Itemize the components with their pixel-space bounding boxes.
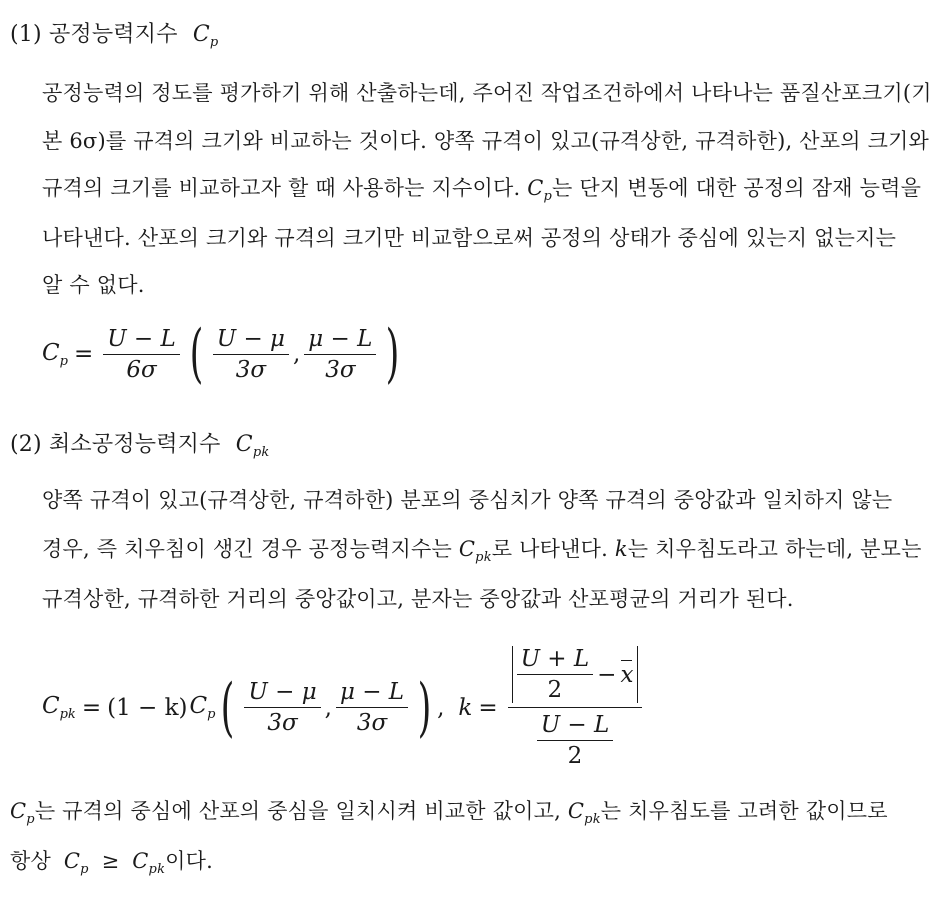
equals-sign: = xyxy=(73,341,94,367)
section1-line-4: 나타낸다. 산포의 크기와 규격의 크기만 비교함으로써 공정의 상태가 중심에 있는지 없는지는 xyxy=(42,226,897,250)
section1-line-3 xyxy=(42,173,921,212)
k-denominator xyxy=(533,708,618,769)
halfwidth-fraction: $\frac{U - L}{2}$ xyxy=(537,712,614,769)
fraction-lower: $\frac{\mu - L}{3\sigma}$ xyxy=(304,326,376,383)
one-minus-k: (1 − k) xyxy=(107,694,188,721)
closing-line-2: 항상 $C_p \ge C_{pk}$이다. xyxy=(10,849,214,877)
cp-inline-symbol: $C_p$ xyxy=(527,176,553,204)
section1-line-5: 알 수 없다. xyxy=(42,273,145,297)
k-numerator xyxy=(508,646,643,708)
comma: , xyxy=(292,341,301,367)
cp-factor: $C_p$ xyxy=(189,693,216,722)
midpoint-fraction: $\frac{U + L}{2}$ xyxy=(517,646,594,703)
equals-sign: = xyxy=(81,694,102,721)
absolute-value: $\frac{U + L}{2}$ − x xyxy=(512,646,639,703)
cpk-formula-lhs: $C_{pk}$ xyxy=(42,693,76,722)
cpk-inline-symbol: $C_{pk}$ xyxy=(458,537,492,565)
comma: , xyxy=(324,694,332,721)
cp-symbol: $C_p$ xyxy=(192,22,219,50)
section2-line-2: 경우, 즉 치우침이 생긴 경우 공정능력지수는 $C_{pk}$로 나타낸다. k는 치우침도라고 하는데, 분모는 xyxy=(42,537,922,565)
k-inline-symbol: k xyxy=(614,537,628,561)
cp-closing-symbol-2: $C_p$ xyxy=(63,849,89,877)
cpk-closing-symbol: $C_{pk}$ xyxy=(567,799,601,827)
fraction-upper: $\frac{U - \mu}{3\sigma}$ xyxy=(244,679,320,736)
section1-line-1: 공정능력의 정도를 평가하기 위해 산출하는데, 주어진 작업조건하에서 나타나는 품질산포크기(기 xyxy=(42,81,932,105)
section2-heading xyxy=(10,430,269,468)
section2-line-3: 규격상한, 규격하한 거리의 중앙값이고, 분자는 중앙값과 산포평균의 거리가 된다. xyxy=(42,587,794,611)
k-fraction xyxy=(508,646,643,769)
section1-heading xyxy=(10,20,218,58)
k-equals-sign: = xyxy=(478,694,498,721)
k-symbol: k xyxy=(458,694,473,721)
cp-formula-lhs: $C_p$ xyxy=(42,339,68,369)
left-paren: ( xyxy=(221,670,235,745)
fraction-upper: $\frac{U - \mu}{3\sigma}$ xyxy=(213,326,289,383)
fraction-lower: $\frac{\mu - L}{3\sigma}$ xyxy=(336,679,408,736)
section2-line-1: 양쪽 규격이 있고(규격상한, 규격하한) 분포의 중심치가 양쪽 규격의 중앙값과 일치하지 않는 xyxy=(42,488,893,512)
right-paren: ) xyxy=(417,670,432,745)
right-paren: ) xyxy=(386,317,400,391)
section2-heading-text: (2) 최소공정능력지수 xyxy=(10,432,221,457)
geq-sign: ≥ xyxy=(101,849,120,873)
section1-line-2: 본 6σ)를 규격의 크기와 비교하는 것이다. 양쪽 규격이 있고(규격상한, 규격하한), 산포의 크기와 xyxy=(42,129,930,153)
left-paren: ( xyxy=(189,317,204,391)
cpk-formula xyxy=(42,640,646,775)
section1-line-3-prefix: 규격의 크기를 비교하고자 할 때 사용하는 지수이다. xyxy=(42,176,521,200)
section1-heading-text: (1) 공정능력지수 xyxy=(10,22,178,47)
section1-line-3-suffix: 는 단지 변동에 대한 공정의 잠재 능력을 xyxy=(552,176,922,200)
closing-line-1: $C_p$는 규격의 중심에 산포의 중심을 일치시켜 비교한 값이고, $C_{pk}$는 치우침도를 고려한 값이므로 xyxy=(10,799,888,827)
fraction-spec-width: $\frac{U - L}{6\sigma}$ xyxy=(103,326,180,383)
separator-comma: , xyxy=(437,694,445,721)
cpk-symbol: $C_{pk}$ xyxy=(235,432,270,460)
cp-formula xyxy=(42,318,405,390)
cpk-closing-symbol-2: $C_{pk}$ xyxy=(132,849,166,877)
x-bar: x xyxy=(620,661,634,688)
cp-closing-symbol: $C_p$ xyxy=(10,799,35,827)
